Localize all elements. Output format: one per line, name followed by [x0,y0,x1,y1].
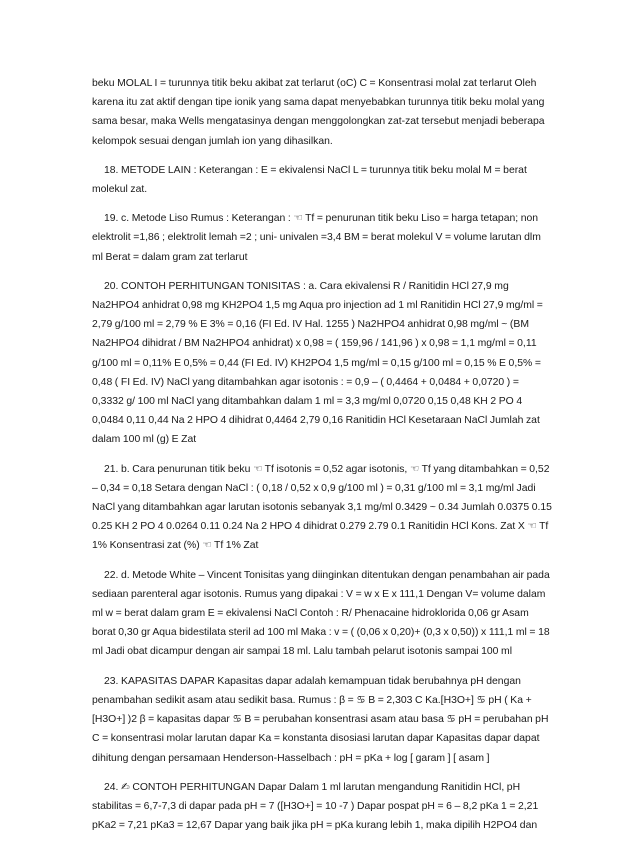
paragraph-19-metode-liso: 19. c. Metode Liso Rumus : Keterangan : ☜ Tf = penurunan titik beku Liso = harga tetapan; non elektrolit =1,86 ; elektrolit lemah =2 ; uni- univalen =3,4 BM = berat molekul V = volume larutan dlm ml Berat = dalam gram zat terlarut [92,213,541,263]
paragraph-21-penurunan-titik-beku: 21. b. Cara penurunan titik beku ☜ Tf isotonis = 0,52 agar isotonis, ☜ Tf yang ditambahkan = 0,52 – 0,34 = 0,18 Setara dengan NaCl : ( 0,18 / 0,52 x 0,9 g/100 ml ) = 0,31 g/100 ml = 3,1 mg/ml Jadi NaCl yang ditambahkan agar larutan isotonis sebanyak 3,1 mg/ml 0.3429 ~ 0.34 Jumlah 0.0375 0.15 0.25 KH 2 PO 4 0.0264 0.11 0.24 Na 2 HPO 4 dihidrat 0.279 2.79 0.1 Ranitidin HCl Kons. Zat X ☜ Tf 1% Konsentrasi zat (%) ☜ Tf 1% Zat [92,463,552,552]
paragraph-22-metode-white-vincent: 22. d. Metode White – Vincent Tonisitas yang diinginkan ditentukan dengan penambahan air pada sediaan parenteral agar isotonis. Rumus yang dipakai : V = w x E x 111,1 Dengan V= volume dalam ml w = berat dalam gram E = ekivalensi NaCl Contoh : R/ Phenacaine hidroklorida 0,06 gr Asam borat 0,30 gr Aqua bidestilata steril ad 100 ml Maka : v = ( (0,06 x 0,20)+ (0,3 x 0,50)) x 111,1 ml = 18 ml Jadi obat dicampur dengan air sampai 18 ml. Lalu tambah pelarut isotonis sampai 100 ml [92,569,550,658]
paragraph-24-contoh-dapar: 24. ✍ CONTOH PERHITUNGAN Dapar Dalam 1 ml larutan mengandung Ranitidin HCl, pH stabilitas = 6,7-7,3 di dapar pada pH = 7 ([H3O+] = 10 -7 ) Dapar pospat pH = 6 – 8,2 pKa 1 = 2,21 pKa2 = 7,21 pKa3 = 12,67 Dapar yang baik jika pH = pKa kurang lebih 1, maka dipilih H2PO4 dan [92,781,539,832]
document-body [92,74,552,845]
paragraph-23-kapasitas-dapar: 23. KAPASITAS DAPAR Kapasitas dapar adalah kemampuan tidak berubahnya pH dengan penambahan sedikit asam atau sedikit basa. Rumus : β = ♋ B = 2,303 C Ka.[H3O+] ♋ pH ( Ka + [H3O+] )2 β = kapasitas dapar ♋ B = perubahan konsentrasi asam atau basa ♋ pH = perubahan pH C = konsentrasi molar larutan dapar Ka = konstanta disosiasi larutan dapar Kapasitas dapar dapat dihitung dengan persamaan Henderson-Hasselbach : pH = pKa + log [ garam ] [ asam ] [92,675,549,764]
paragraph-molal-intro: beku MOLAL I = turunnya titik beku akibat zat terlarut (oC) C = Konsentrasi molal zat terlarut Oleh karena itu zat aktif dengan tipe ionik yang sama dapat menyebabkan turunnya titik beku molal yang sama besar, maka Wells mengatasinya dengan menggolongkan zat-zat tersebut menjadi beberapa kelompok sesuai dengan jumlah ion yang dihasilkan. [92,78,545,147]
paragraph-20-contoh-tonisitas: 20. CONTOH PERHITUNGAN TONISITAS : a. Cara ekivalensi R / Ranitidin HCl 27,9 mg Na2HPO4 anhidrat 0,98 mg KH2PO4 1,5 mg Aqua pro injection ad 1 ml Ranitidin HCl 27,9 mg/ml = 2,79 g/100 ml = 2,79 % E 3% = 0,16 (FI Ed. IV Hal. 1255 ) Na2HPO4 anhidrat 0,98 mg/ml ~ (BM Na2HPO4 dihidrat / BM Na2HPO4 anhidrat) x 0,98 = ( 159,96 / 141,96 ) x 0,98 = 1,1 mg/ml = 0,11 g/100 ml = 0,11% E 0,5% = 0,44 (FI Ed. IV) KH2PO4 1,5 mg/ml = 0,15 g/100 ml = 0,15 % E 0,5% = 0,48 ( FI Ed. IV) NaCl yang ditambahkan agar isotonis : = 0,9 – ( 0,4464 + 0,0484 + 0,0720 ) = 0,3332 g/ 100 ml NaCl yang ditambahkan dalam 1 ml = 3,3 mg/ml 0,0720 0,15 0,48 KH 2 PO 4 0,0484 0,11 0,44 Na 2 HPO 4 dihidrat 0,4464 2,79 0,16 Ranitidin HCl Kesetaraan NaCl Jumlah zat dalam 100 ml (g) E Zat [92,280,543,446]
paragraph-18-metode-lain: 18. METODE LAIN : Keterangan : E = ekivalensi NaCl L = turunnya titik beku molal M = berat molekul zat. [92,164,527,196]
